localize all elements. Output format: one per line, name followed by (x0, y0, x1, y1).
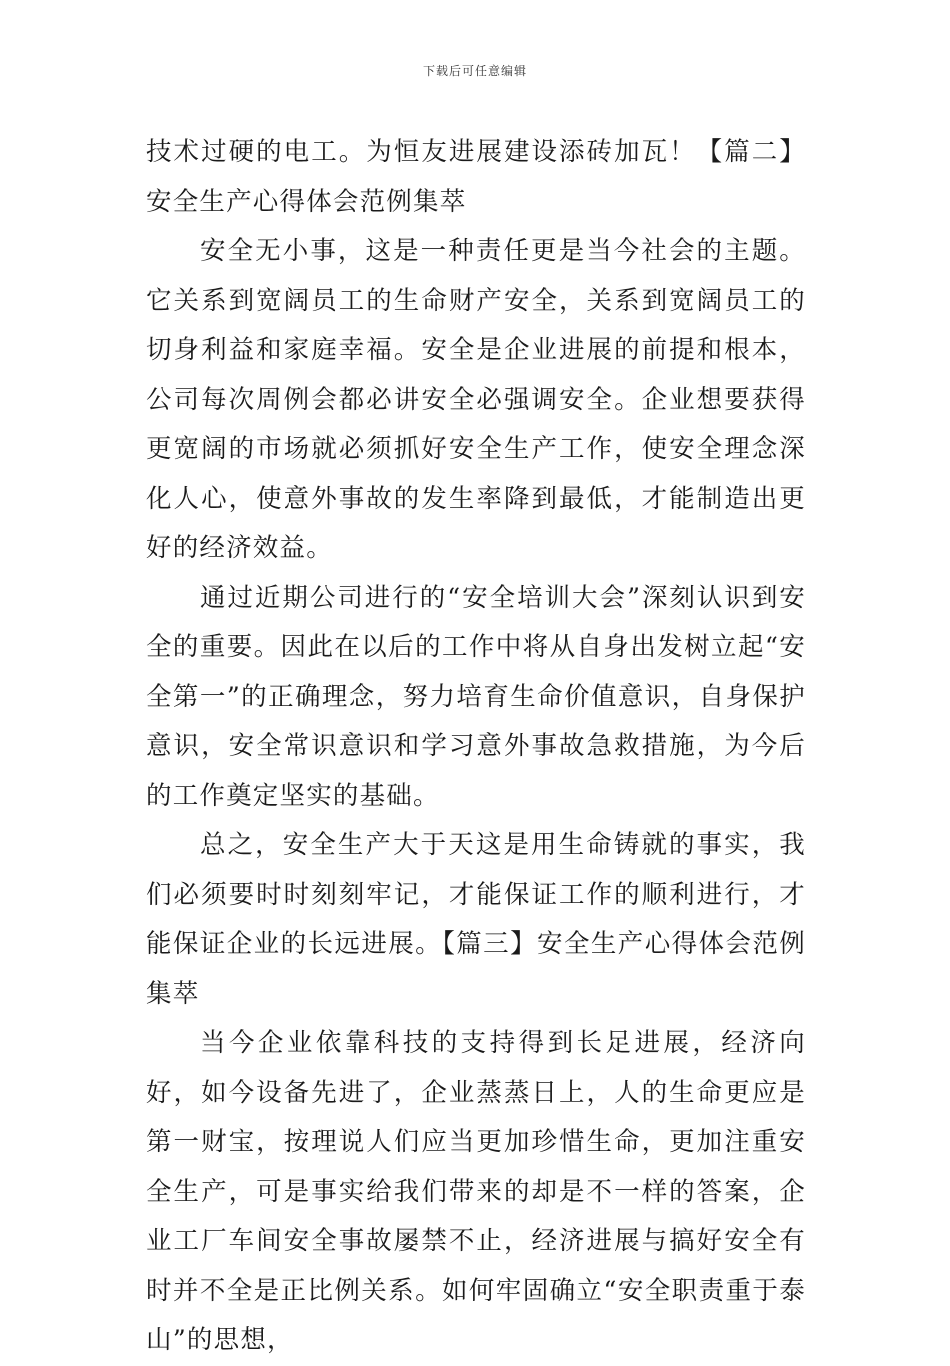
page-header: 下载后可任意编辑 (422, 64, 527, 78)
paragraph-2: 安全无小事，这是一种责任更是当今社会的主题。它关系到宽阔员工的生命财产安全，关系到宽阔员工的切身利益和家庭幸福。安全是企业进展的前提和根本，公司每次周例会都必讲安全必强调安全。企业想要获得更宽阔的市场就必须抓好安全生产工作，使安全理念深化人心，使意外事故的发生率降到最低，才能制造出更好的经济效益。 (146, 236, 806, 563)
paragraph-3: 通过近期公司进行的“安全培训大会”深刻认识到安全的重要。因此在以后的工作中将从自身出发树立起“安全第一”的正确理念，努力培育生命价值意识，自身保护意识，安全常识意识和学习意外事故急救措施，为今后的工作奠定坚实的基础。 (146, 582, 806, 811)
paragraph-4: 总之，安全生产大于天这是用生命铸就的事实，我们必须要时时刻刻牢记，才能保证工作的顺利进行，才能保证企业的长远进展。【篇三】安全生产心得体会范例集萃 (146, 830, 806, 1009)
paragraph-5: 当今企业依靠科技的支持得到长足进展，经济向好，如今设备先进了，企业蒸蒸日上，人的生命更应是第一财宝，按理说人们应当更加珍惜生命，更加注重安全生产，可是事实给我们带来的却是不一样的答案，企业工厂车间安全事故屡禁不止，经济进展与搞好安全有时并不全是正比例关系。如何牢固确立“安全职责重于泰山”的思想， (146, 1028, 806, 1355)
paragraph-1: 技术过硬的电工。为恒友进展建设添砖加瓦！【篇二】安全生产心得体会范例集萃 (146, 137, 806, 217)
document-body (146, 128, 806, 1366)
